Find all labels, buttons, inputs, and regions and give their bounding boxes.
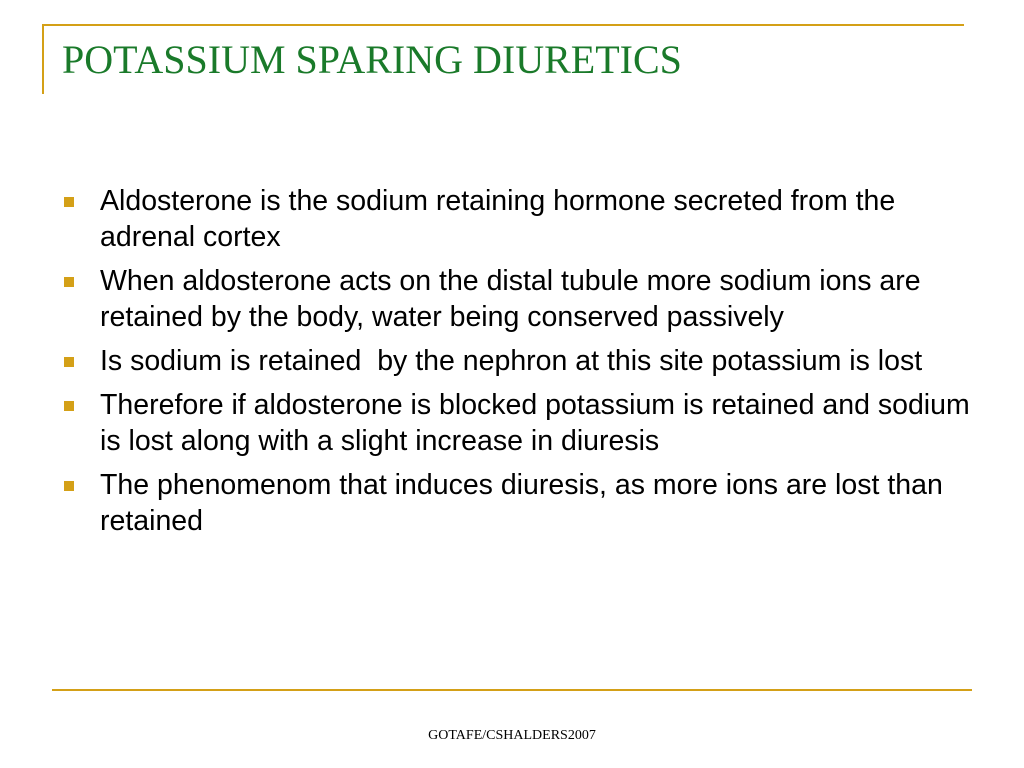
footer-rule <box>52 689 972 691</box>
square-bullet-icon <box>64 197 74 207</box>
slide-title: POTASSIUM SPARING DIURETICS <box>62 37 682 82</box>
title-frame-top-rule <box>42 24 964 26</box>
square-bullet-icon <box>64 481 74 491</box>
bullet-text: Therefore if aldosterone is blocked potassium is retained and sodium is lost along with a slight increase in diuresis <box>100 389 970 457</box>
title-frame-left-rule <box>42 24 44 94</box>
bullet-text: Aldosterone is the sodium retaining hormone secreted from the adrenal cortex <box>100 185 896 253</box>
square-bullet-icon <box>64 357 74 367</box>
bullet-list <box>62 183 972 547</box>
square-bullet-icon <box>64 277 74 287</box>
bullet-item <box>62 387 972 459</box>
bullet-text: When aldosterone acts on the distal tubule more sodium ions are retained by the body, water being conserved passively <box>100 265 921 333</box>
bullet-item <box>62 183 972 255</box>
bullet-text: The phenomenom that induces diuresis, as more ions are lost than retained <box>100 469 943 537</box>
bullet-item <box>62 263 972 335</box>
bullet-item <box>62 467 972 539</box>
bullet-item <box>62 343 972 379</box>
slide-footer: GOTAFE/CSHALDERS2007 <box>428 728 596 743</box>
bullet-text: Is sodium is retained by the nephron at this site potassium is lost <box>100 345 923 377</box>
square-bullet-icon <box>64 401 74 411</box>
